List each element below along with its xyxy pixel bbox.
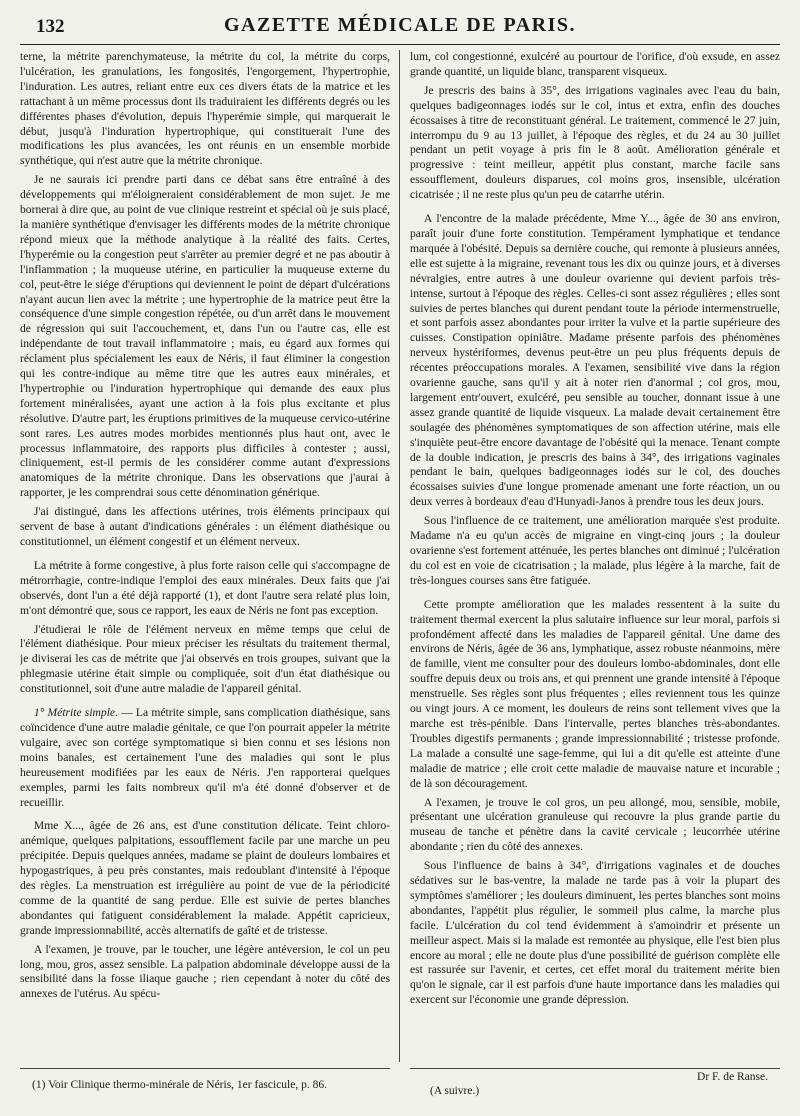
paragraph: Je ne saurais ici prendre parti dans ce débat sans être entraîné à des développements qui m'éloigneraient considérablement de mon sujet. Je me bornerai à dire que, au point de vue clinique restreint et spécial où je suis placé, la manière synthétique d'envisager les différents modes de la métrite chronique répond mieux que la méthode analytique à la réalité des faits. Certes, l'hyperémie ou la congestion peut s'arrêter au premier degré et ne pas aboutir à l'inflammation ; la muqueuse utérine, en particulier la muqueuse externe du col, peut-être le siége d'éruptions qui deviennent le point de départ d'ulcérations n'ayant aucun lien avec la métrite ; une hypertrophie de la matrice peut être la conséquence d'une simple congestion répétée, ou d'un arrêt dans le mouvement de régression qui suit l'accouchement, et, dans l'un ou l'autre cas, elle est indépendante de tout travail inflammatoire ; mais, eu égard aux formes qui réclament plus spécialement les eaux de Néris, il faut éliminer la congestion qui les contre-indique au même titre que les autres eaux minérales, et l'hypertrophie ou l'induration hypertrophique qui demande des eaux plus fortement minéralisées, ayant une action à la fois plus excitante et plus résolutive. D'autre part, les éruptions primitives de la muqueuse cervico-utérine sont rares. Les autres modes morbides mentionnés plus haut ont, avec le processus inflammatoire, des rapports plus difficiles à contester ; aussi, cliniquement, est-il permis de les considérer comme autant d'expressions anatomiques de la métrite chronique. Dans les observations que j'aurai à rapporter, je les comprendrai sous cette dénomination générique. [20,173,390,500]
paragraph: A l'examen, je trouve, par le toucher, une légère antéversion, le col un peu long, mou, gros, assez sensible. La palpation abdominale développe aussi de la sensibilité dans la fosse iliaque gauche ; rien cependant à noter du côté des annexes de l'utérus. Au spécu- [20,942,390,1001]
signature-area [410,1068,780,1109]
column-divider [399,50,400,1062]
left-column [20,50,390,1060]
footnote: (1) Voir Clinique thermo-minérale de Néris, 1er fascicule, p. 86. [32,1079,327,1091]
section-paragraph [20,706,390,810]
page-header [20,10,780,45]
continued-note: (A suivre.) [430,1085,480,1097]
paragraph: J'étudierai le rôle de l'élément nerveux en même temps que celui de l'élément diathésique. Pour mieux préciser les résultats du traitement thermal, je diviserai les cas de métrite que j'ai observés en trois groupes, suivant que la phlegmasie utérine était simple ou compliquée, soit d'un état diathésique ou constitutionnel, soit d'une autre maladie de l'appareil génital. [20,622,390,696]
paragraph: lum, col congestionné, exulcéré au pourtour de l'orifice, d'où exsude, en assez grande quantité, un liquide blanc, transparent visqueux. [410,50,780,78]
paragraph: A l'encontre de la malade précédente, Mme Y..., âgée de 30 ans environ, paraît jouir d'une forte constitution. Tempérament lymphatique et tendance marquée à l'obésité. Depuis sa dernière couche, qui remonte à plusieurs années, elle est sujette à la migraine, revenant tous les dix ou quinze jours, et à diverses névralgies, entre autres à une douleur ovarienne qui devient parfois très-intense, surtout à l'époque des règles. Celles-ci sont assez régulières ; elles sont suivies de pertes blanches qui durent pendant toute la période intermenstruelle, et sont parfois assez abondantes pour irriter la vulve et la partie supérieure des cuisses. Constipation opiniâtre. Madame présente parfois des phénomènes nerveux hystériformes, devenus peut-être un peu plus fréquents depuis de récentes préoccupations morales. A l'examen, sensibilité vive dans la région ovarienne gauche, sans qu'il y ait à noter rien d'anormal ; col gros, mou, largement entr'ouvert, exulcéré, peu sensible au toucher, donnant issue à une assez grande quantité de liquide visqueux. La malade devait certainement être soulagée des phénomènes symptomatiques de son affection utérine, mais elle s'inquiète peut-être encore davantage de l'obésité qui la menace. Tenant compte de la double indication, je prescris des bains à 34°, des irrigations vaginales pendant le bain, quelques badigeonnages iodés sur le col, des douches écossaises suivies d'une longue promenade amenant une forte réaction, un ou deux verres à bordeaux d'eau d'Hunyadi-Janos à prendre tous les deux jours. [410,212,780,509]
page-number: 132 [36,16,65,37]
section-heading: 1° Métrite simple. [33,706,118,720]
paragraph: J'ai distingué, dans les affections utérines, trois éléments principaux qui servent de base à autant d'indications générales : un élément diathésique ou constitutionnel, un élément congestif et un élément nerveux. [20,505,390,548]
paragraph: terne, la métrite parenchymateuse, la métrite du col, la métrite du corps, l'ulcération, les granulations, les fongosités, l'engorgement, l'hypertrophie, l'induration. Les autres, reliant entre eux ces divers états de la matrice et les rattachant à un même processus dont ils traduiraient les différents degrés ou les différentes phases d'évolution, depuis l'hyperémie simple, qui marquerait le début, jusqu'à l'induration hypertrophique, qui constituerait l'une des modifications les plus avancées, les ont réunis en un ensemble morbide synthétique, qui n'est autre que la métrite chronique. [20,50,390,168]
paragraph: Mme X..., âgée de 26 ans, est d'une constitution délicate. Teint chloro-anémique, quelques palpitations, essoufflement facile par une marche un peu précipitée. Depuis quelques années, madame se plaint de douleurs lombaires et hypogastriques, à peu près constantes, mais redoublant d'intensité à l'époque des règles. La menstruation est irrégulière au point de vue de la périodicité comme de la quantité de sang perdue. Elle est suivie de pertes blanches abondantes qui fatiguent considérablement la malade. Appétit capricieux, grande impressionnabilité, accès alternatifs de gaîté et de tristesse. [20,819,390,937]
right-column [410,50,780,1060]
paragraph: La métrite à forme congestive, à plus forte raison celle qui s'accompagne de métrorrhagie, contre-indique l'emploi des eaux minérales. Deux faits que j'ai observés, dont l'un a été déjà rapporté (1), et dont l'autre sera relaté plus loin, m'ont démontré que, sous ce rapport, les eaux de Néris ne font pas exception. [20,558,390,617]
paragraph: Sous l'influence de bains à 34°, d'irrigations vaginales et de douches sédatives sur le bas-ventre, la malade ne tarde pas à voir la plupart des symptômes s'améliorer ; les douleurs diminuent, les pertes blanches sont moins abondantes, l'appétit plus régulier, le sommeil plus calme, la marche plus facile. L'ulcération du col tend évidemment à s'amoindrir et présente un meilleur aspect. Mais si la malade est remontée au physique, elle l'est bien plus encore au moral ; elle ne doute plus d'une possibilité de guérison complète elle est rassurée sur l'avenir, et certes, cet effet moral du traitement mérite bien qu'on le signale, car il est parfois d'une haute importance dans les maladies qui exercent sur l'économie une grande dépression. [410,859,780,1007]
journal-title: GAZETTE MÉDICALE DE PARIS. [223,14,577,36]
paragraph: Je prescris des bains à 35°, des irrigations vaginales avec l'eau du bain, quelques badigeonnages iodés sur le col, intus et extra, enfin des douches écossaises à titre de reconstituant général. Le traitement, commencé le 27 juin, interrompu du 9 au 13 juillet, à l'époque des règles, et du 24 au 30 juillet pendant un petit voyage à pris fin le 8 août. Amélioration générale et progressive : teint meilleur, appétit plus constant, marche facile sans essoufflement, douleurs disparues, col moins gros, insensible, ulcération cicatrisée ; il ne reste plus qu'un peu de catarrhe utérin. [410,83,780,202]
paragraph: Cette prompte amélioration que les malades ressentent à la suite du traitement thermal exercent la plus salutaire influence sur leur moral, parfois si profondément affecté dans les maladies de l'appareil génital. Une dame des environs de Néris, âgée de 36 ans, lymphatique, assez robuste néanmoins, mère de famille, vient me consulter pour des douleurs lombo-abdominales, dont elle souffre depuis deux ou trois ans, et qui prennent une grande intensité à l'époque menstruelle. Ses règles sont plus fréquentes ; elles reviennent tous les quinze ou vingt jours. A ce moment, les douleurs de reins sont tellement vives que la marche est très-pénible. Dans l'intervalle, pertes blanches très-abondantes. Troubles digestifs permanents ; grande impressionnabilité ; tristesse profonde. La malade a consulté une sage-femme, qui lui a dit qu'elle est atteinte d'une maladie de matrice ; elle croit cette maladie de mauvaise nature et incurable ; de là son découragement. [410,597,780,790]
paragraph: Sous l'influence de ce traitement, une amélioration marquée s'est produite. Madame n'a eu qu'un accès de migraine en vingt-cinq jours ; la douleur ovarienne s'est fortement atténuée, les pertes blanches ont diminué ; l'ulcération du col est en voie de cicatrisation ; la malade, plus légère à la marche, fait de très-longues courses sans être fatiguée. [410,514,780,587]
footnote-area [20,1068,390,1109]
section-text: — La métrite simple, sans complication diathésique, sans coïncidence d'une autre maladie génitale, ce que l'on pourrait appeler la métrite vulgaire, avec son cortége symptomatique si bien connu et ses lésions non moins banales, est certainement l'une des maladies qui sont le plus heureusement modifiées par les eaux de Néris. J'en rapporterai quelques exemples, parmi les faits nombreux qu'il m'a été donné d'observer et de recueillir. [20,706,390,809]
paragraph: A l'examen, je trouve le col gros, un peu allongé, mou, sensible, mobile, présentant une ulcération granuleuse qui recouvre la plus grande partie du museau de tanche et pénètre dans la cavité cervicale ; leucorrhée utérine abondante ; rien du côté des annexes. [410,795,780,854]
author-signature: Dr F. de Ranse. [697,1071,768,1083]
